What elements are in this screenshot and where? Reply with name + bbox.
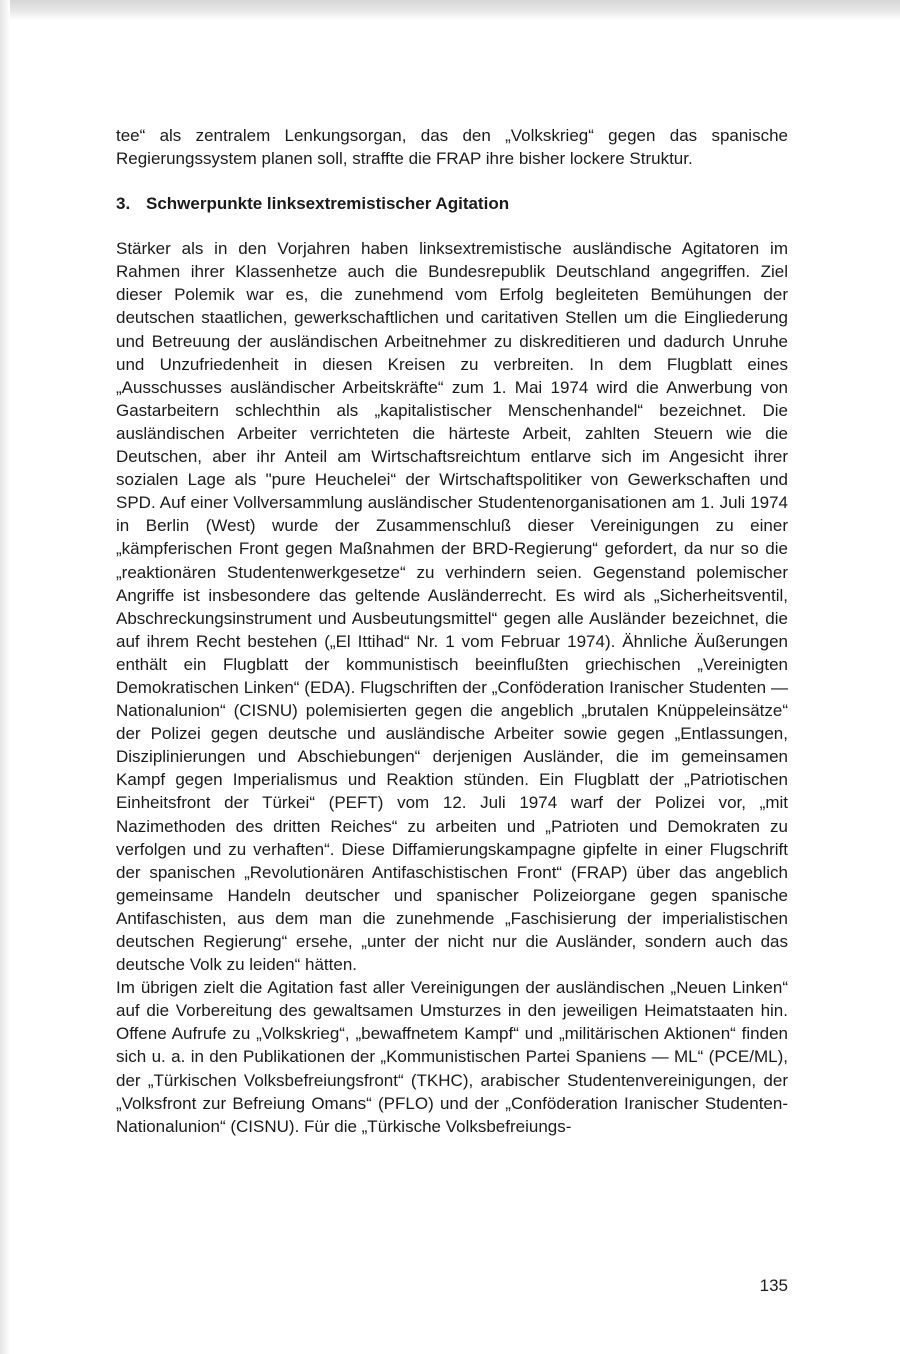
paragraph-continuation: tee“ als zentralem Lenkungsorgan, das den „Volkskrieg“ gegen das spanische Regierungssystem planen soll, straffte die FRAP ihre bisher lockere Struktur.	[116, 126, 788, 169]
page-number: 135	[759, 1276, 788, 1295]
page-body	[116, 124, 788, 1138]
section-title: Schwerpunkte linksextremistischer Agitation	[146, 194, 510, 214]
section-heading	[116, 192, 788, 215]
scan-left-edge	[0, 0, 10, 1354]
paragraph-revolution: Im übrigen zielt die Agitation fast aller Vereinigungen der ausländischen „Neuen Linken“ auf die Vorbereitung des gewaltsamen Umsturzes in den jeweiligen Heimatstaaten hin. Offene Aufrufe zu „Volkskrieg“, „bewaffnetem Kampf“ und „militärischen Aktionen“ finden sich u. a. in den Publikationen der „Kommunistischen Partei Spaniens — ML“ (PCE/ML), der „Türkischen Volksbefreiungsfront“ (TKHC), arabischer Studentenvereinigungen, der „Volksfront zur Befreiung Omans“ (PFLO) und der „Conföderation Iranischer Studenten-Nationalunion“ (CISNU). Für die „Türkische Volksbefreiungs-	[116, 978, 788, 1136]
scan-top-edge	[0, 0, 900, 20]
section-number: 3.	[116, 194, 131, 214]
paragraph-agitation: Stärker als in den Vorjahren haben linksextremistische ausländische Agitatoren im Rahmen ihrer Klassenhetze auch die Bundesrepublik Deutschland angegriffen. Ziel dieser Polemik war es, die zunehmend vom Erfolg begleiteten Bemühungen der deutschen staatlichen, gewerkschaftlichen und caritativen Stellen um die Eingliederung und Betreuung der ausländischen Arbeitnehmer zu diskreditieren und dadurch Unruhe und Unzufriedenheit in diesen Kreisen zu verbreiten. In dem Flugblatt eines „Ausschusses ausländischer Arbeitskräfte“ zum 1. Mai 1974 wird die Anwerbung von Gastarbeitern schlechthin als „kapitalistischer Menschenhandel“ bezeichnet. Die ausländischen Arbeiter verrichteten die härteste Arbeit, zahlten Steuern wie die Deutschen, aber ihr Anteil am Wirtschaftsreichtum entlarve sich im Angesicht ihrer sozialen Lage als "pure Heuchelei“ der Wirtschaftspolitiker von Gewerkschaften und SPD. Auf einer Vollversammlung ausländischer Studentenorganisationen am 1. Juli 1974 in Berlin (West) wurde der Zusammenschluß dieser Vereinigungen zu einer „kämpferischen Front gegen Maßnahmen der BRD-Regierung“ gefordert, da nur so die „reaktionären Studentenwerkgesetze“ zu verhindern seien. Gegenstand polemischer Angriffe ist insbesondere das geltende Ausländerrecht. Es wird als „Sicherheitsventil, Abschreckungsinstrument und Ausbeutungsmittel“ gegen alle Ausländer bezeichnet, die auf ihrem Recht bestehen („El Ittihad“ Nr. 1 vom Februar 1974). Ähnliche Äußerungen enthält ein Flugblatt der kommunistisch beeinflußten griechischen „Vereinigten Demokratischen Linken“ (EDA). Flugschriften der „Conföderation Iranischer Studenten — Nationalunion“ (CISNU) polemisierten gegen die angeblich „brutalen Knüppeleinsätze“ der Polizei gegen deutsche und ausländische Arbeiter sowie gegen „Entlassungen, Disziplinierungen und Abschiebungen“ derjenigen Ausländer, die im gemeinsamen Kampf gegen Imperialismus und Reaktion stünden. Ein Flugblatt der „Patriotischen Einheitsfront der Türkei“ (PEFT) vom 12. Juli 1974 warf der Polizei vor, „mit Nazimethoden des dritten Reiches“ zu arbeiten und „Patrioten und Demokraten zu verfolgen und zu verhaften“. Diese Diffamierungskampagne gipfelte in einer Flugschrift der spanischen „Revolutionären Antifaschistischen Front“ (FRAP) über das angeblich gemeinsame Handeln deutscher und spanischer Polizeiorgane gegen spanische Antifaschisten, aus dem man die zunehmende „Faschisierung der imperialistischen deutschen Regierung“ ersehe, „unter der nicht nur die Ausländer, sondern auch das deutsche Volk zu leiden“ hätten.	[116, 239, 788, 975]
